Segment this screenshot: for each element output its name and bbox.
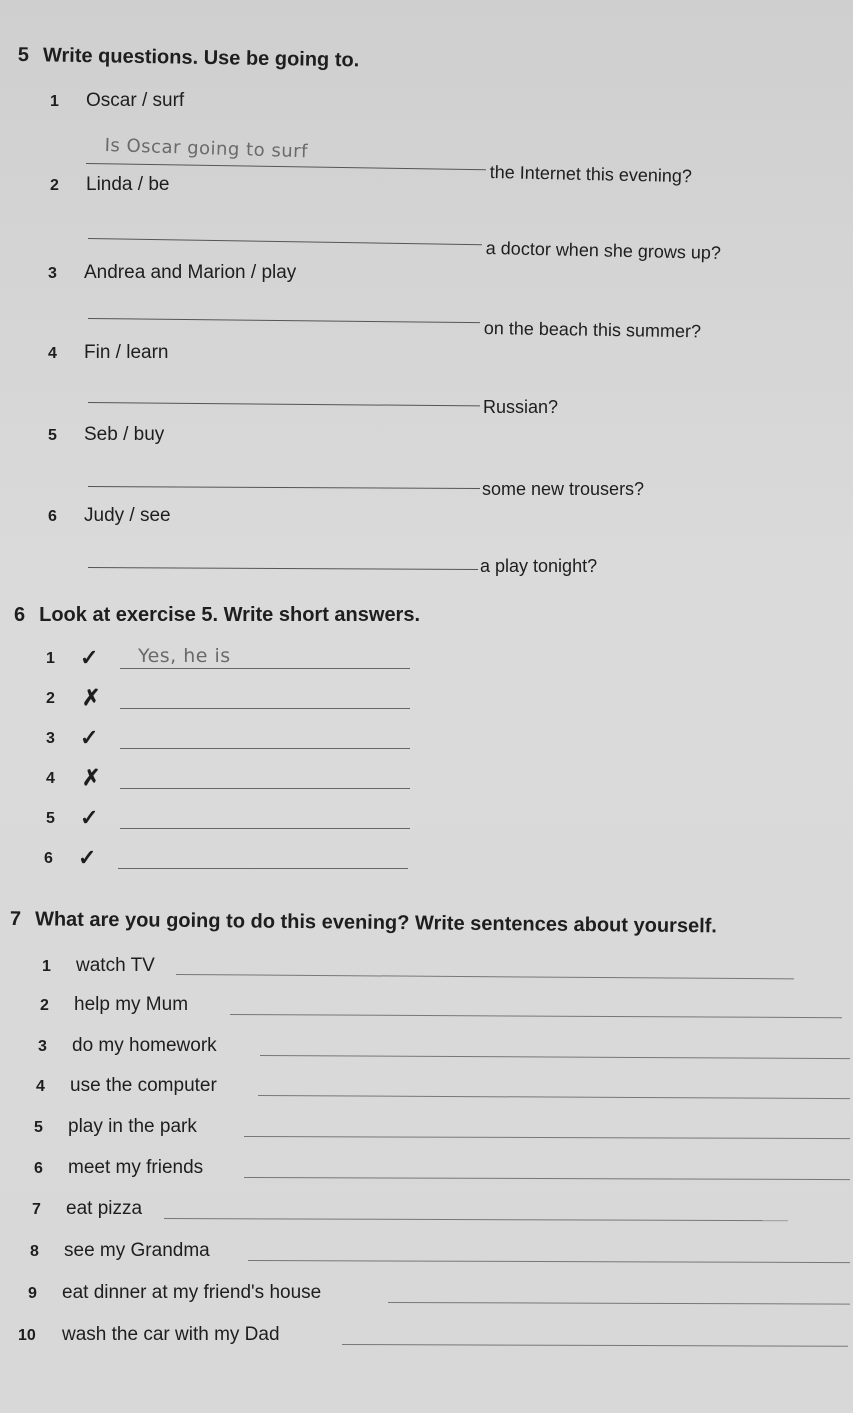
exercise-6-number: 6 xyxy=(14,604,26,626)
ex7-item-10-text: wash the car with my Dad xyxy=(62,1324,280,1345)
ex7-item-4-number: 4 xyxy=(36,1078,45,1095)
ex7-item-5 xyxy=(34,1116,197,1138)
ex7-item-3-number: 3 xyxy=(38,1038,47,1055)
exercise-7-number: 7 xyxy=(9,908,22,931)
ex7-item-6-number: 6 xyxy=(34,1160,43,1177)
ex5-suffix-2: a doctor when she grows up? xyxy=(485,238,722,263)
ex7-item-10-number: 10 xyxy=(18,1327,36,1344)
ex7-answer-line-8[interactable] xyxy=(248,1260,850,1263)
ex7-item-2-number: 2 xyxy=(40,997,49,1014)
ex5-prompt-4 xyxy=(48,342,168,364)
tick-icon: ✓ xyxy=(80,645,99,670)
ex7-answer-line-2[interactable] xyxy=(230,1014,842,1018)
ex5-prompt-2-text: Linda / be xyxy=(86,174,170,195)
ex6-answer-1[interactable]: Yes, he is xyxy=(138,645,231,667)
exercise-5-number: 5 xyxy=(17,44,30,67)
ex5-prompt-4-number: 4 xyxy=(48,345,57,362)
ex7-item-1 xyxy=(42,955,155,977)
ex5-answer-line-3[interactable] xyxy=(88,318,480,323)
exercise-7-title: What are you going to do this evening? Write sentences about yourself. xyxy=(34,908,718,938)
ex7-item-9-text: eat dinner at my friend's house xyxy=(62,1282,322,1303)
ex7-item-8 xyxy=(30,1240,210,1262)
ex7-item-8-number: 8 xyxy=(30,1243,39,1260)
ex7-item-1-text: watch TV xyxy=(76,955,155,976)
ex7-item-2 xyxy=(40,994,188,1016)
ex5-answer-line-6[interactable] xyxy=(88,567,478,570)
ex7-item-9-number: 9 xyxy=(28,1285,37,1302)
ex5-prompt-4-text: Fin / learn xyxy=(84,342,169,363)
ex6-number-3: 3 xyxy=(46,730,55,747)
ex5-prompt-3-number: 3 xyxy=(48,265,57,282)
ex5-prompt-3-text: Andrea and Marion / play xyxy=(84,262,297,283)
cross-icon: ✗ xyxy=(82,685,101,710)
ex7-item-5-text: play in the park xyxy=(68,1116,197,1137)
ex7-item-7-text: eat pizza xyxy=(66,1198,143,1219)
ex6-number-1: 1 xyxy=(46,650,55,667)
ex6-number-4: 4 xyxy=(46,770,55,787)
ex7-item-5-number: 5 xyxy=(34,1119,43,1136)
ex6-number-6: 6 xyxy=(44,850,53,867)
ex6-answer-line-4[interactable] xyxy=(120,788,410,789)
ex5-answer-1[interactable]: Is Oscar going to surf xyxy=(104,135,309,163)
ex5-prompt-3 xyxy=(48,262,296,284)
exercise-6-heading xyxy=(14,604,420,627)
ex5-prompt-1-text: Oscar / surf xyxy=(86,90,185,111)
ex7-item-4-text: use the computer xyxy=(70,1075,217,1096)
ex5-suffix-4: Russian? xyxy=(483,397,559,417)
ex7-item-9 xyxy=(28,1282,321,1304)
ex6-number-5: 5 xyxy=(46,810,55,827)
ex6-number-2: 2 xyxy=(46,690,55,707)
ex7-answer-line-3[interactable] xyxy=(260,1055,850,1059)
ex5-prompt-6-number: 6 xyxy=(48,508,57,525)
ex7-answer-line-9[interactable] xyxy=(388,1302,850,1305)
exercise-5-title: Write questions. Use be going to. xyxy=(42,44,360,72)
ex5-suffix-3: on the beach this summer? xyxy=(483,318,702,342)
ex5-suffix-5: some new trousers? xyxy=(482,479,645,499)
ex5-answer-line-2[interactable] xyxy=(88,238,482,245)
ex5-prompt-5 xyxy=(48,424,164,446)
ex7-answer-line-5[interactable] xyxy=(244,1136,850,1139)
ex7-item-7-number: 7 xyxy=(32,1201,41,1218)
ex5-prompt-5-text: Seb / buy xyxy=(84,424,165,445)
cross-icon: ✗ xyxy=(82,765,101,790)
ex7-answer-line-10[interactable] xyxy=(342,1344,848,1347)
ex7-item-6 xyxy=(34,1157,203,1179)
ex5-answer-line-5[interactable] xyxy=(88,486,480,489)
ex7-item-4 xyxy=(36,1075,217,1097)
tick-icon: ✓ xyxy=(80,805,99,830)
exercise-5-heading xyxy=(18,44,360,72)
ex5-prompt-2 xyxy=(50,174,169,196)
ex7-item-8-text: see my Grandma xyxy=(64,1240,210,1261)
ex5-suffix-1: the Internet this evening? xyxy=(489,162,693,187)
ex7-item-2-text: help my Mum xyxy=(74,994,189,1015)
ex6-answer-line-6[interactable] xyxy=(118,868,408,869)
ex7-answer-line-4[interactable] xyxy=(258,1095,850,1099)
ex7-item-10 xyxy=(18,1324,280,1346)
ex6-answer-line-1[interactable] xyxy=(120,668,410,669)
ex5-prompt-6-text: Judy / see xyxy=(84,505,171,526)
ex5-answer-line-1[interactable] xyxy=(86,163,486,170)
ex5-suffix-6: a play tonight? xyxy=(480,556,598,576)
ex5-prompt-5-number: 5 xyxy=(48,427,57,444)
exercise-6-title: Look at exercise 5. Write short answers. xyxy=(39,604,421,626)
ex5-prompt-6 xyxy=(48,505,171,527)
ex7-item-3 xyxy=(38,1035,217,1057)
tick-icon: ✓ xyxy=(78,845,97,870)
ex6-answer-line-2[interactable] xyxy=(120,708,410,709)
ex5-prompt-1-number: 1 xyxy=(50,93,59,110)
ex7-item-1-number: 1 xyxy=(42,958,51,975)
ex5-prompt-1 xyxy=(50,90,184,112)
ex7-answer-line-7[interactable] xyxy=(164,1218,788,1221)
ex6-answer-line-5[interactable] xyxy=(120,828,410,829)
ex7-answer-line-6[interactable] xyxy=(244,1177,850,1180)
exercise-7-heading xyxy=(10,908,717,938)
ex5-answer-line-4[interactable] xyxy=(88,402,480,406)
ex7-item-6-text: meet my friends xyxy=(68,1157,204,1178)
tick-icon: ✓ xyxy=(80,725,99,750)
ex7-answer-line-1[interactable] xyxy=(176,974,794,979)
ex7-item-3-text: do my homework xyxy=(72,1035,217,1056)
ex7-item-7 xyxy=(32,1198,142,1220)
ex5-prompt-2-number: 2 xyxy=(50,177,59,194)
ex6-answer-line-3[interactable] xyxy=(120,748,410,749)
